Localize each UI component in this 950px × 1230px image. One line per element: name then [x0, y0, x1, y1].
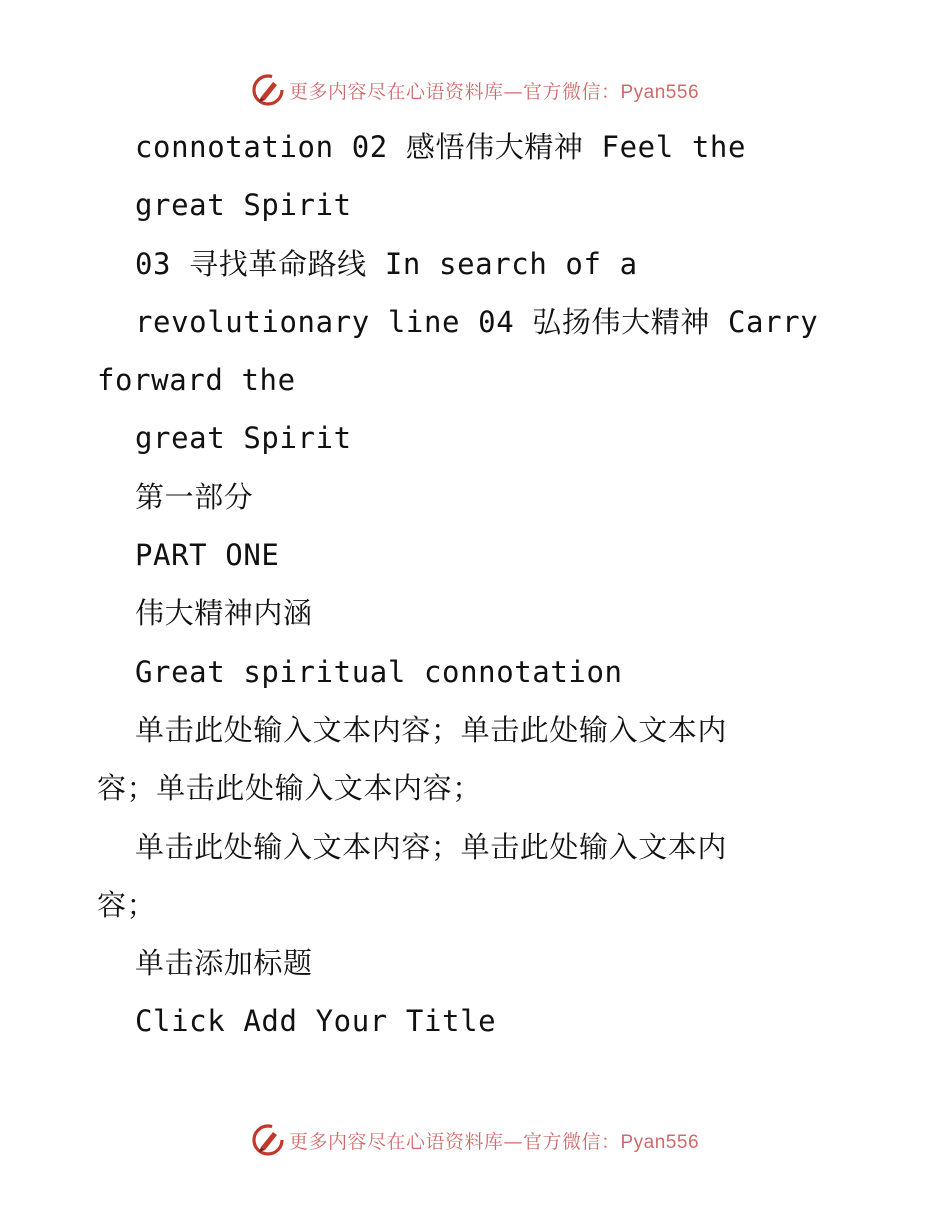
- section-subtitle-en: Great spiritual connotation: [135, 654, 623, 689]
- title-placeholder-en: Click Add Your Title: [135, 1004, 497, 1039]
- text-line: revolutionary line 04 弘扬伟大精神 Carry: [135, 304, 819, 339]
- section-heading-cn: 第一部分: [135, 479, 254, 514]
- placeholder-text: 容；单击此处输入文本内容；: [97, 771, 482, 806]
- watermark-id: Pyan556: [620, 1131, 700, 1153]
- section-subtitle-cn: 伟大精神内涵: [135, 596, 313, 631]
- pen-logo-icon: [251, 73, 285, 107]
- placeholder-text: 单击此处输入文本内容；单击此处输入文本内: [135, 829, 728, 864]
- text-line: connotation 02 感悟伟大精神 Feel the: [135, 130, 747, 164]
- placeholder-text: 单击此处输入文本内容；单击此处输入文本内: [135, 712, 728, 747]
- text-line: great Spirit: [135, 421, 352, 456]
- document-body: [97, 118, 837, 1051]
- footer-watermark: [0, 1120, 950, 1160]
- header-watermark: [0, 70, 950, 110]
- watermark-text: 更多内容尽在心语资料库—官方微信：Pyan556: [288, 80, 700, 103]
- title-placeholder-cn: 单击添加标题: [135, 946, 313, 981]
- text-line: forward the: [97, 363, 296, 398]
- text-line: 03 寻找革命路线 In search of a: [135, 246, 638, 281]
- watermark-id: Pyan556: [620, 81, 700, 103]
- pen-logo-icon: [251, 1123, 285, 1157]
- placeholder-text: 容；: [97, 887, 157, 922]
- section-heading-en: PART ONE: [135, 538, 280, 573]
- text-line: great Spirit: [135, 188, 352, 223]
- watermark-text: 更多内容尽在心语资料库—官方微信：Pyan556: [288, 1130, 700, 1153]
